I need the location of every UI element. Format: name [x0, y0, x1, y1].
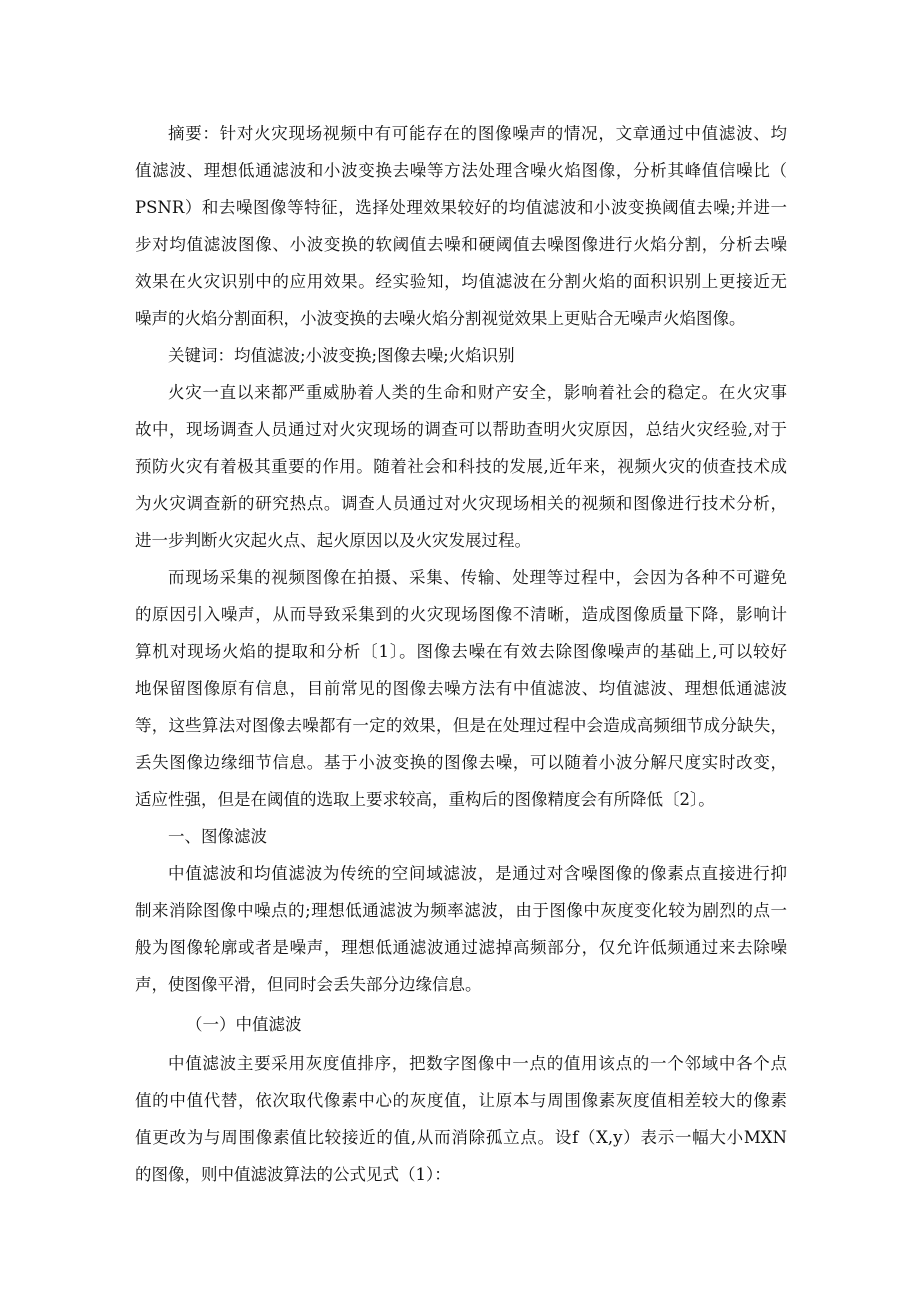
paragraph-line: 故中，现场调查人员通过对火灾现场的调查可以帮助查明火灾原因，总结火灾经验,对于	[135, 420, 787, 439]
paragraph-line: 而现场采集的视频图像在拍摄、采集、传输、处理等过程中，会因为各种不可避免	[168, 568, 787, 587]
paragraph-line: 制来消除图像中噪点的;理想低通滤波为频率滤波，由于图像中灰度变化较为剧烈的点一	[135, 901, 787, 920]
paragraph-line: 值更改为与周围像素值比较接近的值,从而消除孤立点。设f（X,y）表示一幅大小MXN	[135, 1128, 787, 1147]
paragraph-line: 的原因引入噪声，从而导致采集到的火灾现场图像不清晰，造成图像质量下降，影响计	[135, 605, 787, 624]
paragraph-line: 为火灾调查新的研究热点。调查人员通过对火灾现场相关的视频和图像进行技术分析，	[135, 494, 787, 513]
paragraph-line: 进一步判断火灾起火点、起火原因以及火灾发展过程。	[135, 531, 531, 550]
paragraph-line: 适应性强，但是在阈值的选取上要求较高，重构后的图像精度会有所降低〔2〕。	[135, 790, 715, 809]
abstract-line: 噪声的火焰分割面积，小波变换的去噪火焰分割视觉效果上更贴合无噪声火焰图像。	[135, 309, 746, 328]
paragraph-line: 中值滤波和均值滤波为传统的空间域滤波，是通过对含噪图像的像素点直接进行抑	[168, 864, 787, 883]
paragraph-line: 值的中值代替，依次取代像素中心的灰度值，让原本与周围像素灰度值相差较大的像素	[135, 1091, 787, 1110]
section-heading: 一、图像滤波	[168, 827, 267, 846]
paragraph-line: 地保留图像原有信息，目前常见的图像去噪方法有中值滤波、均值滤波、理想低通滤波	[135, 679, 787, 698]
paragraph-line: 预防火灾有着极其重要的作用。随着社会和科技的发展,近年来，视频火灾的侦查技术成	[135, 457, 787, 476]
paragraph-line: 丢失图像边缘细节信息。基于小波变换的图像去噪，可以随着小波分解尺度实时改变，	[135, 753, 787, 772]
abstract-line: 效果在火灾识别中的应用效果。经实验知，均值滤波在分割火焰的面积识别上更接近无	[135, 272, 787, 291]
paragraph-line: 等，这些算法对图像去噪都有一定的效果，但是在处理过程中会造成高频细节成分缺失，	[135, 716, 787, 735]
paragraph-line: 中值滤波主要采用灰度值排序，把数字图像中一点的值用该点的一个邻域中各个点	[168, 1054, 787, 1073]
paragraph-line: 的图像，则中值滤波算法的公式见式（1）：	[135, 1165, 451, 1184]
abstract-line: 摘要：针对火灾现场视频中有可能存在的图像噪声的情况，文章通过中值滤波、均	[168, 124, 787, 143]
subsection-heading: （一）中值滤波	[186, 1015, 302, 1034]
paragraph-line: 算机对现场火焰的提取和分析〔1〕。图像去噪在有效去除图像噪声的基础上,可以较好	[135, 642, 787, 661]
abstract-line: PSNR）和去噪图像等特征，选择处理效果较好的均值滤波和小波变换阈值去噪;并进一	[135, 198, 787, 217]
abstract-line: 值滤波、理想低通滤波和小波变换去噪等方法处理含噪火焰图像，分析其峰值信噪比（	[135, 161, 787, 180]
paragraph-line: 般为图像轮廓或者是噪声，理想低通滤波通过滤掉高频部分，仅允许低频通过来去除噪	[135, 938, 787, 957]
abstract-line: 步对均值滤波图像、小波变换的软阈值去噪和硬阈值去噪图像进行火焰分割，分析去噪	[135, 235, 787, 254]
paragraph-line: 火灾一直以来都严重威胁着人类的生命和财产安全，影响着社会的稳定。在火灾事	[168, 383, 787, 402]
keywords: 关键词：均值滤波;小波变换;图像去噪;火焰识别	[168, 346, 515, 365]
paragraph-line: 声，使图像平滑，但同时会丢失部分边缘信息。	[135, 975, 482, 994]
